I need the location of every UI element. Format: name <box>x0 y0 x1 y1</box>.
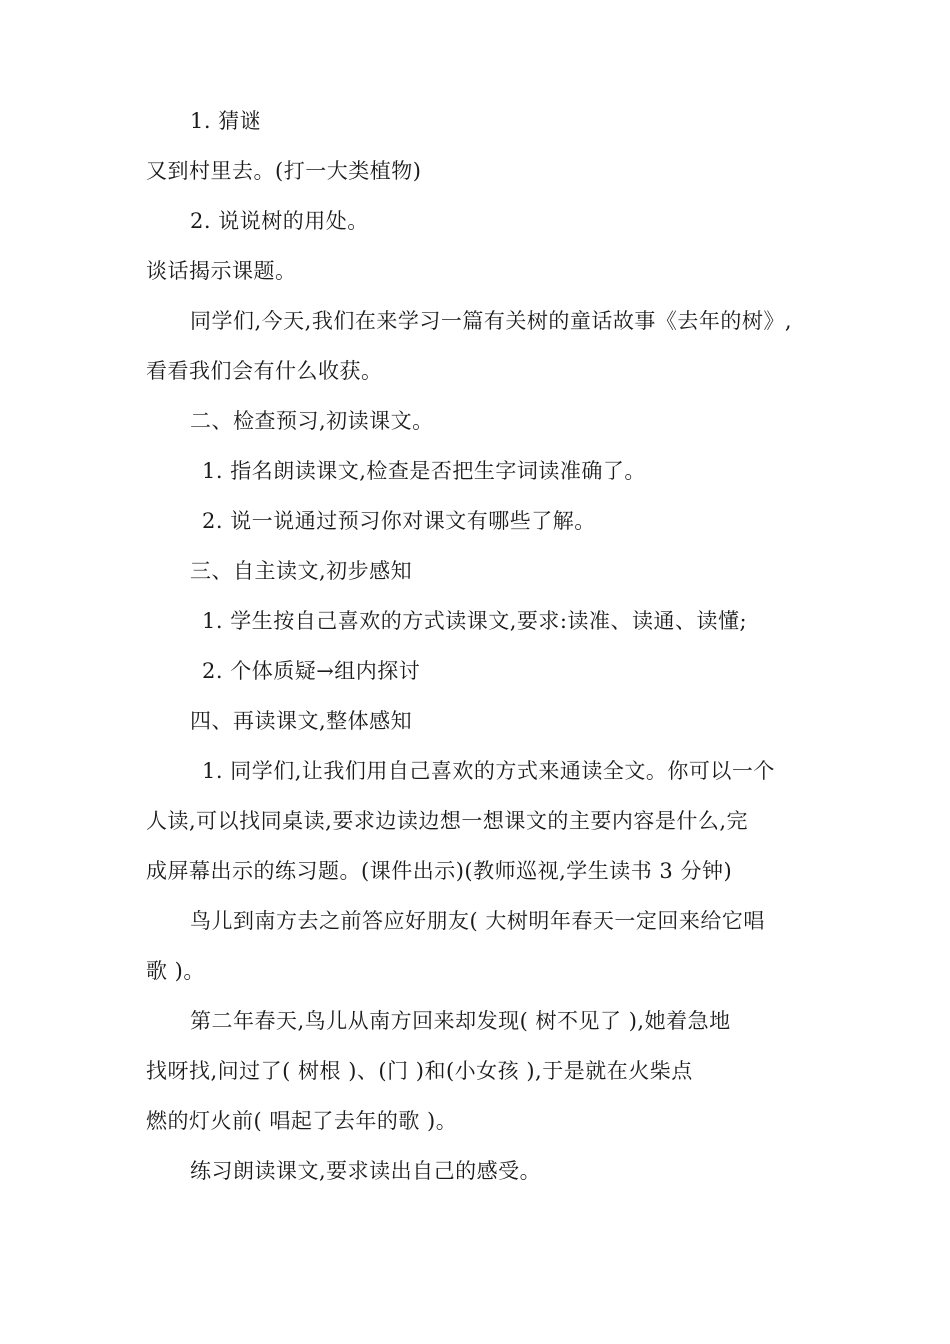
topic-intro: 谈话揭示课题。 <box>146 259 297 283</box>
riddle-text: 又到村里去。(打一大类植物) <box>146 159 422 183</box>
list-item: 1. 指名朗读课文,检查是否把生字词读准确了。 <box>202 459 646 483</box>
paragraph-reading-line1: 1. 同学们,让我们用自己喜欢的方式来通读全文。你可以一个 <box>202 759 775 783</box>
tree-uses-item: 2. 说说树的用处。 <box>190 209 369 233</box>
riddle-heading: 1. 猜谜 <box>190 109 262 133</box>
list-item: 1. 学生按自己喜欢的方式读课文,要求:读准、读通、读懂; <box>202 609 748 633</box>
exercise-1-line1: 鸟儿到南方去之前答应好朋友( 大树明年春天一定回来给它唱 <box>190 909 765 933</box>
list-item: 2. 说一说通过预习你对课文有哪些了解。 <box>202 509 596 533</box>
paragraph-reading-line2: 人读,可以找同桌读,要求边读边想一想课文的主要内容是什么,完 <box>146 809 749 833</box>
paragraph-intro-line2: 看看我们会有什么收获。 <box>146 359 383 383</box>
section-heading-4: 四、再读课文,整体感知 <box>190 709 413 733</box>
exercise-2-line2: 找呀找,问过了( 树根 )、(门 )和(小女孩 ),于是就在火柴点 <box>146 1059 693 1083</box>
list-item: 2. 个体质疑→组内探讨 <box>202 659 421 683</box>
section-heading-2: 二、检查预习,初读课文。 <box>190 409 434 433</box>
exercise-2-line3: 燃的灯火前( 唱起了去年的歌 )。 <box>146 1109 458 1133</box>
section-heading-3: 三、自主读文,初步感知 <box>190 559 413 583</box>
exercise-1-line2: 歌 )。 <box>146 959 205 983</box>
paragraph-reading-line3: 成屏幕出示的练习题。(课件出示)(教师巡视,学生读书 3 分钟) <box>146 859 733 883</box>
practice-reading: 练习朗读课文,要求读出自己的感受。 <box>190 1159 542 1183</box>
exercise-2-line1: 第二年春天,鸟儿从南方回来却发现( 树不见了 ),她着急地 <box>190 1009 731 1033</box>
paragraph-intro-line1: 同学们,今天,我们在来学习一篇有关树的童话故事《去年的树》, <box>190 309 793 333</box>
